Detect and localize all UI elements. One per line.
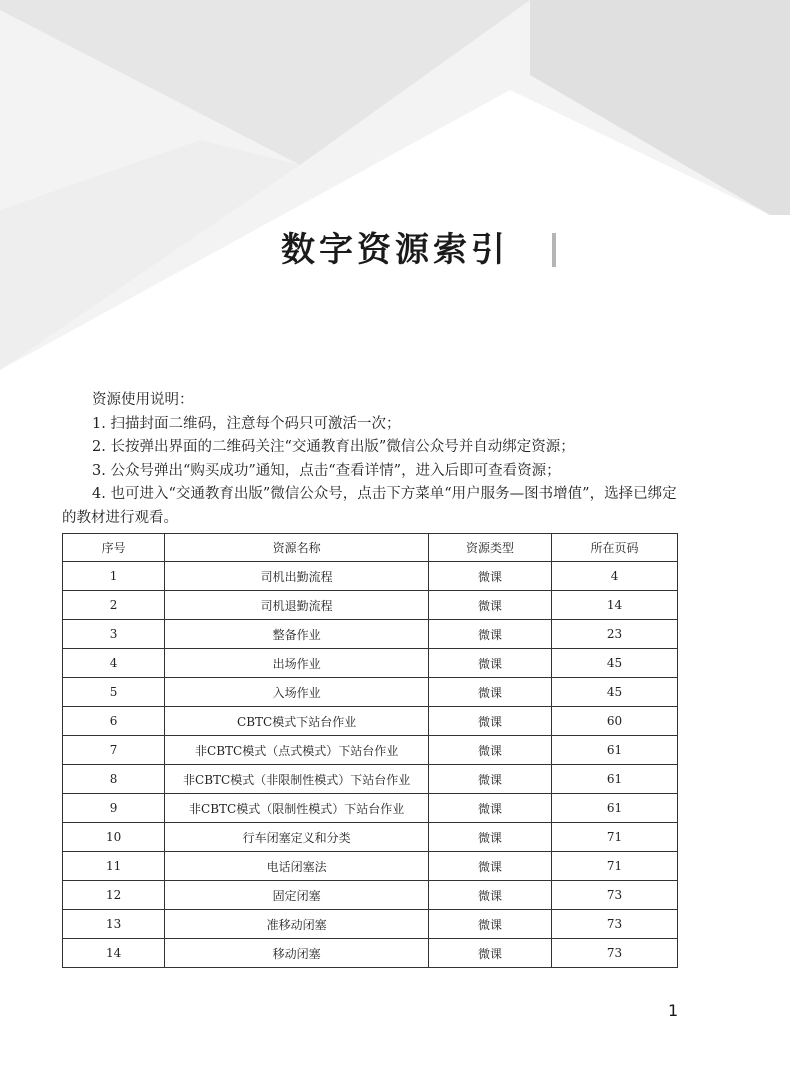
table-header-row [63,534,678,562]
table-cell: 3 [63,620,165,649]
instructions [62,389,682,530]
instructions-heading: 资源使用说明： [92,392,194,408]
table-cell: 45 [552,649,678,678]
page-number: 1 [668,1001,679,1020]
table-cell: 出场作业 [165,649,429,678]
table-row [63,765,678,794]
header-cell: 序号 [63,534,165,562]
table-cell: 12 [63,881,165,910]
table-cell: 61 [552,794,678,823]
resource-table [62,533,678,968]
table-cell: 4 [552,562,678,591]
instruction-item: 2. 长按弹出界面的二维码关注“交通教育出版”微信公众号并自动绑定资源； [92,439,575,455]
table-cell: 司机出勤流程 [165,562,429,591]
table-cell: 73 [552,881,678,910]
table-row [63,736,678,765]
table-row [63,823,678,852]
table-cell: 5 [63,678,165,707]
table-cell: 非CBTC模式（限制性模式）下站台作业 [165,794,429,823]
table-row [63,678,678,707]
table-cell: 非CBTC模式（非限制性模式）下站台作业 [165,765,429,794]
table-cell: 微课 [429,620,552,649]
table-cell: 73 [552,910,678,939]
table-cell: 7 [63,736,165,765]
table-row [63,707,678,736]
table-cell: 10 [63,823,165,852]
table-row [63,852,678,881]
table-cell: 微课 [429,881,552,910]
table-cell: 60 [552,707,678,736]
table-cell: 71 [552,852,678,881]
table-cell: 微课 [429,852,552,881]
table-cell: 微课 [429,765,552,794]
table-cell: 2 [63,591,165,620]
title-accent-bar [552,233,556,267]
table-cell: 61 [552,765,678,794]
table-cell: 14 [63,939,165,968]
table-cell: 行车闭塞定义和分类 [165,823,429,852]
table-row [63,910,678,939]
header-cell: 资源名称 [165,534,429,562]
table-row [63,591,678,620]
table-cell: 微课 [429,939,552,968]
table-cell: 固定闭塞 [165,881,429,910]
table-row [63,794,678,823]
table-cell: 23 [552,620,678,649]
table-cell: 微课 [429,649,552,678]
table-row [63,649,678,678]
table-cell: 微课 [429,736,552,765]
instruction-item: 4. 也可进入“交通教育出版”微信公众号，点击下方菜单“用户服务—图书增值”，选择已绑定的教材进行观看。 [62,486,677,526]
table-cell: 8 [63,765,165,794]
table-cell: 4 [63,649,165,678]
table-cell: 非CBTC模式（点式模式）下站台作业 [165,736,429,765]
table-cell: 11 [63,852,165,881]
table-cell: 司机退勤流程 [165,591,429,620]
table-cell: 9 [63,794,165,823]
table-row [63,881,678,910]
table-cell: 微课 [429,562,552,591]
header-cell: 资源类型 [429,534,552,562]
table-cell: 入场作业 [165,678,429,707]
table-cell: 电话闭塞法 [165,852,429,881]
page-title: 数字资源索引 [281,230,509,270]
table-cell: 73 [552,939,678,968]
table-cell: 整备作业 [165,620,429,649]
header-cell: 所在页码 [552,534,678,562]
table-cell: 45 [552,678,678,707]
table-cell: 微课 [429,591,552,620]
table-row [63,939,678,968]
table-cell: CBTC模式下站台作业 [165,707,429,736]
table-cell: 微课 [429,794,552,823]
table-row [63,620,678,649]
table-cell: 1 [63,562,165,591]
table-cell: 14 [552,591,678,620]
table-row [63,562,678,591]
table-cell: 6 [63,707,165,736]
table-cell: 微课 [429,910,552,939]
table-cell: 微课 [429,707,552,736]
table-cell: 71 [552,823,678,852]
table-cell: 61 [552,736,678,765]
instruction-item: 1. 扫描封面二维码，注意每个码只可激活一次； [92,415,401,432]
background-decoration [0,0,790,380]
table-cell: 移动闭塞 [165,939,429,968]
instruction-item: 3. 公众号弹出“购买成功”通知，点击“查看详情”，进入后即可查看资源； [92,462,561,479]
table-cell: 微课 [429,678,552,707]
table-cell: 13 [63,910,165,939]
table-cell: 微课 [429,823,552,852]
table-cell: 准移动闭塞 [165,910,429,939]
